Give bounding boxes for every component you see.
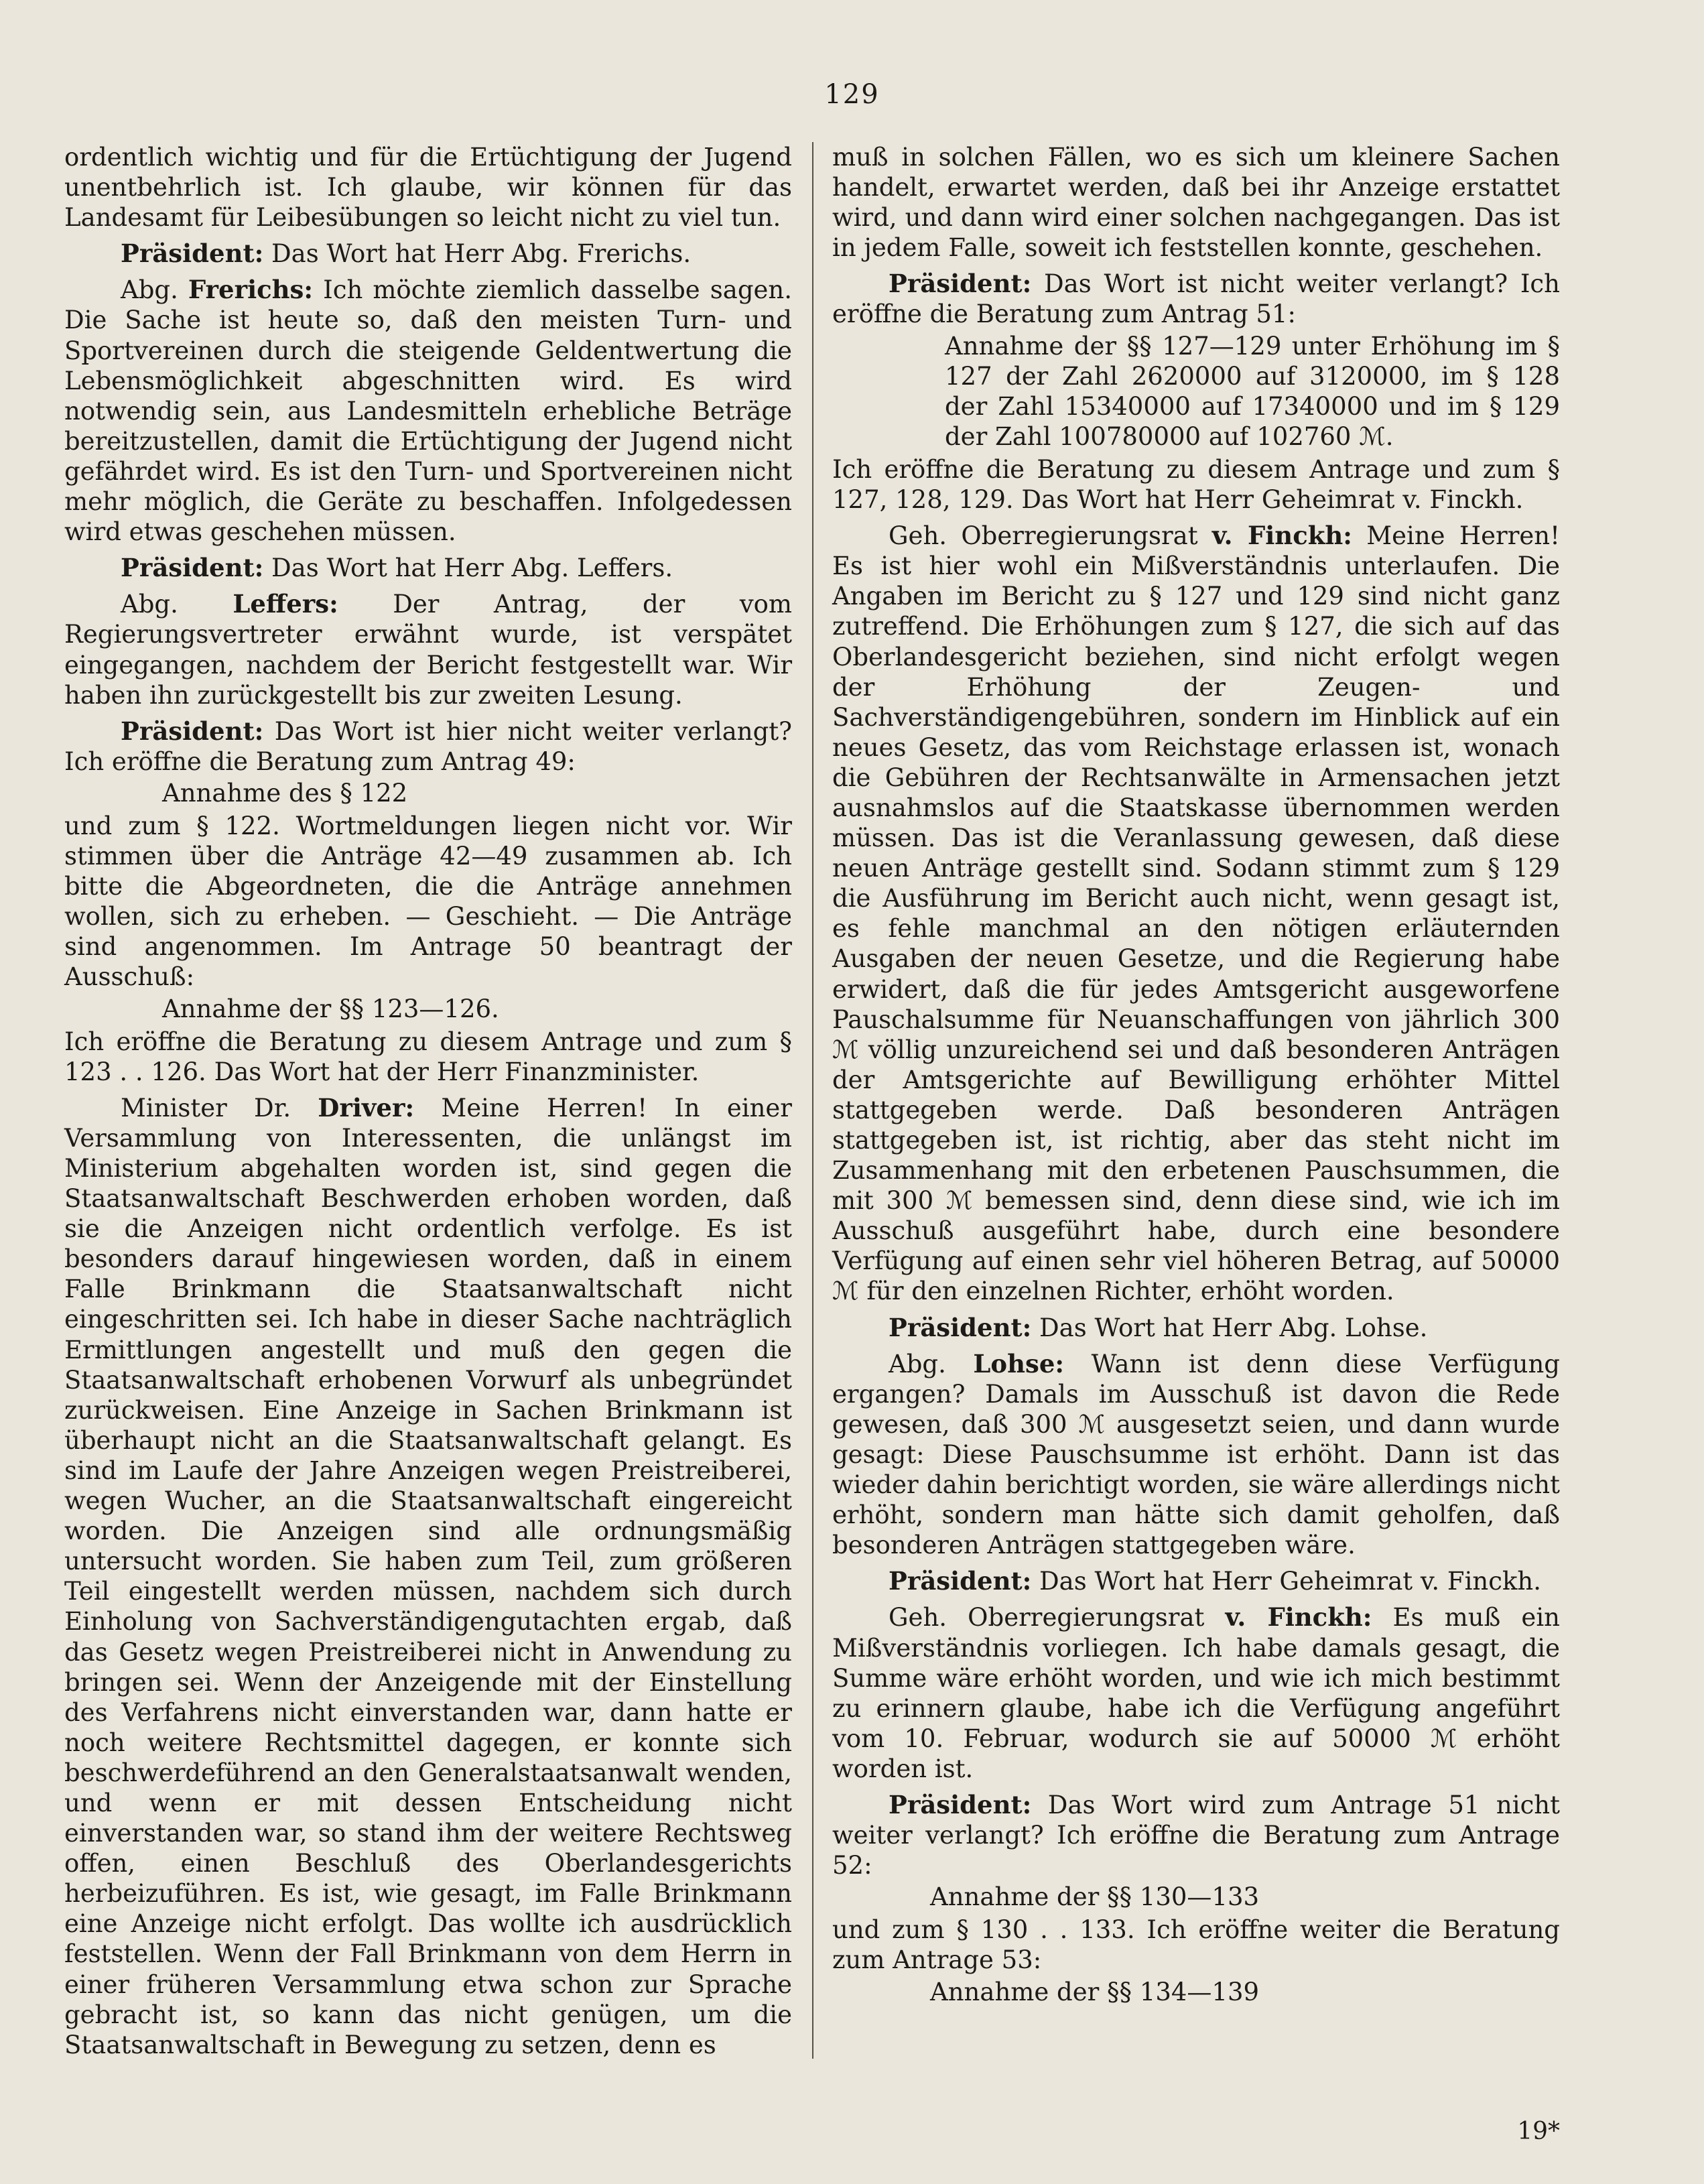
speech-text: Das Wort hat Herr Abg. Lohse. bbox=[1031, 1313, 1428, 1342]
speaker-name: Präsident: bbox=[889, 1566, 1032, 1596]
speaker-paragraph bbox=[64, 553, 792, 583]
speaker-name: Präsident: bbox=[121, 239, 264, 269]
motion-text: Annahme der §§ 127—129 unter Erhöhung im § 127 der Zahl 2620000 auf 3120000, im § 128 der Zahl 15340000 auf 17340000 und im § 129 der Zahl 100780000 auf 102760 ℳ. bbox=[945, 331, 1560, 451]
speaker-paragraph bbox=[64, 239, 792, 269]
speaker-name: Leffers: bbox=[233, 589, 338, 619]
speaker-title: Minister Dr. bbox=[121, 1093, 318, 1122]
speech-text: Das Wort ist hier nicht weiter verlangt? Ich eröffne die Beratung zum Antrag 49: bbox=[64, 716, 792, 776]
paragraph: und zum § 130 . . 133. Ich eröffne weiter die Beratung zum Antrage 53: bbox=[832, 1915, 1560, 1975]
speech-text: Das Wort hat Herr Abg. Leffers. bbox=[263, 554, 673, 583]
speech-text: Ich möchte ziemlich dasselbe sagen. Die Sache ist heute so, daß den meisten Turn- und Sportvereinen durch die steigende Geldentwertung die Lebensmöglichkeit abgeschnitten wird. Es wird notwendig sein, aus Landesmitteln erhebliche Beträge bereitzustellen, damit die Ertüchtigung der Jugend nicht gefährdet wird. Es ist den Turn- und Sportvereinen nicht mehr möglich, die Geräte zu beschaffen. Infolgedessen wird etwas geschehen müssen. bbox=[64, 275, 792, 547]
speaker-name: Driver: bbox=[318, 1092, 415, 1122]
speech-text: Das Wort hat Herr Geheimrat v. Finckh. bbox=[1031, 1567, 1541, 1596]
speech-text: Meine Herren! Es ist hier wohl ein Mißverständnis unterlaufen. Die Angaben im Bericht zu § 127 und 129 sind nicht ganz zutreffend. Die Erhöhungen zum § 127, die sich auf das Oberlandesgericht beziehen, sind nicht erfolgt wegen der Erhöhung der Zeugen- und Sachverständigengebühren, sondern im Hinblick auf ein neues Gesetz, das vom Reichstage erlassen ist, wonach die Gebühren der Rechtsanwälte in Armensachen jetzt ausnahmslos auf die Staatskasse übernommen werden müssen. Das ist die Veranlassung gewesen, daß diese neuen Anträge gestellt sind. Sodann stimmt zum § 129 die Ausführung im Bericht auch nicht, wenn gesagt ist, es fehle manchmal an den nötigen erläuternden Ausgaben der neuen Gesetze, und die Regierung habe erwidert, daß die für jedes Amtsgericht ausgeworfene Pauschalsumme für Neuanschaffungen von jährlich 300 ℳ völlig unzureichend sei und daß besonderen Anträgen der Amtsgerichte auf Bewilligung erhöhter Mittel stattgegeben werde. Daß besonderen Anträgen stattgegeben ist, ist richtig, aber das steht nicht im Zusammenhang mit den erbetenen Pauschsummen, die mit 300 ℳ bemessen sind, denn diese sind, wie ich im Ausschuß ausgeführt habe, durch eine besondere Verfügung auf einen sehr viel höheren Betrag, auf 50000 ℳ für den einzelnen Richter, erhöht worden. bbox=[832, 521, 1560, 1306]
speaker-title: Geh. Oberregierungsrat bbox=[889, 521, 1212, 551]
right-column bbox=[832, 142, 1560, 2010]
speech-text: Wann ist denn diese Verfügung ergangen? Damals im Ausschuß ist davon die Rede gewesen, daß 300 ℳ ausgesetzt seien, und dann wurde gesagt: Diese Pauschsumme ist erhöht. Dann ist das wieder dahin berichtigt worden, sie wäre allerdings nicht erhöht, sondern man hätte sich damit geholfen, daß besonderen Anträgen stattgegeben wäre. bbox=[832, 1349, 1560, 1560]
speaker-paragraph bbox=[832, 1602, 1560, 1784]
speaker-title: Geh. Oberregierungsrat bbox=[889, 1603, 1226, 1632]
left-column bbox=[64, 142, 792, 2066]
speaker-name: Präsident: bbox=[121, 553, 264, 583]
speech-text: Der Antrag, der vom Regierungsvertreter erwähnt wurde, ist verspätet eingegangen, nachdem der Bericht festgestellt war. Wir haben ihn zurückgestellt bis zur zweiten Lesung. bbox=[64, 590, 792, 710]
speech-text: Es muß ein Mißverständnis vorliegen. Ich habe damals gesagt, die Summe wäre erhöht worden, und wie ich mich bestimmt zu erinnern glaube, habe ich die Verfügung angeführt vom 10. Februar, wodurch sie auf 50000 ℳ erhöht worden ist. bbox=[832, 1603, 1560, 1783]
speaker-name: Frerichs: bbox=[188, 275, 314, 305]
speaker-paragraph bbox=[832, 521, 1560, 1306]
signature-mark: 19* bbox=[1517, 2118, 1560, 2145]
speaker-name: Präsident: bbox=[121, 716, 264, 746]
speaker-paragraph bbox=[832, 1313, 1560, 1343]
paragraph: und zum § 122. Wortmeldungen liegen nicht vor. Wir stimmen über die Anträge 42—49 zusammen ab. Ich bitte die Abgeordneten, die die Anträge annehmen wollen, sich zu erheben. — Geschieht. — Die Anträge sind angenommen. Im Antrage 50 beantragt der Ausschuß: bbox=[64, 811, 792, 992]
page-number: 129 bbox=[824, 79, 880, 110]
speaker-paragraph bbox=[832, 269, 1560, 329]
speaker-title: Abg. bbox=[121, 590, 233, 619]
paragraph: Ich eröffne die Beratung zu diesem Antrage und zum § 123 . . 126. Das Wort hat der Herr Finanzminister. bbox=[64, 1027, 792, 1086]
speaker-paragraph bbox=[832, 1790, 1560, 1880]
speaker-name: v. Finckh: bbox=[1211, 521, 1352, 551]
motion-text: Annahme der §§ 123—126. bbox=[162, 994, 499, 1023]
speaker-title: Abg. bbox=[889, 1349, 974, 1378]
paragraph: muß in solchen Fällen, wo es sich um kleinere Sachen handelt, erwartet werden, daß bei ihr Anzeige erstattet wird, und dann wird einer solchen nachgegangen. Das ist in jedem Falle, soweit ich feststellen konnte, geschehen. bbox=[832, 143, 1560, 263]
speaker-title: Abg. bbox=[121, 275, 188, 305]
speaker-name: Präsident: bbox=[889, 1789, 1032, 1819]
speaker-name: Präsident: bbox=[889, 269, 1032, 299]
motion-text: Annahme der §§ 130—133 bbox=[930, 1882, 1260, 1912]
column-divider bbox=[812, 142, 813, 2059]
speech-text: Das Wort hat Herr Abg. Frerichs. bbox=[263, 239, 692, 269]
speech-text: Das Wort ist nicht weiter verlangt? Ich eröffne die Beratung zum Antrag 51: bbox=[832, 269, 1560, 329]
paragraph: ordentlich wichtig und für die Ertüchtigung der Jugend unentbehrlich ist. Ich glaube, wir können für das Landesamt für Leibesübungen so leicht nicht zu viel tun. bbox=[64, 143, 792, 233]
speech-text: Meine Herren! In einer Versammlung von Interessenten, die unlängst im Ministerium abgehalten worden ist, sind gegen die Staatsanwaltschaft Beschwerden erhoben worden, daß sie die Anzeigen nicht ordentlich verfolge. Es ist besonders darauf hingewiesen worden, daß in einem Falle Brinkmann die Staatsanwaltschaft nicht eingeschritten sei. Ich habe in dieser Sache nachträglich Ermittlungen angestellt und muß den gegen die Staatsanwaltschaft erhobenen Vorwurf als unbegründet zurückweisen. Eine Anzeige in Sachen Brinkmann ist überhaupt nicht an die Staatsanwaltschaft gelangt. Es sind im Laufe der Jahre Anzeigen wegen Preistreiberei, wegen Wucher, an die Staatsanwaltschaft eingereicht worden. Die Anzeigen sind alle ordnungsmäßig untersucht worden. Sie haben zum Teil, zum größeren Teil eingestellt werden müssen, nachdem sich durch Einholung von Sachverständigengutachten ergab, daß das Gesetz wegen Preistreiberei nicht in Anwendung zu bringen sei. Wenn der Anzeigende mit der Einstellung des Verfahrens nicht einverstanden war, dann hatte er noch weitere Rechtsmittel dagegen, er konnte sich beschwerdeführend an den Generalstaatsanwalt wenden, und wenn er mit dessen Entscheidung nicht einverstanden war, so stand ihm der weitere Rechtsweg offen, einen Beschluß des Oberlandesgerichts herbeizuführen. Es ist, wie gesagt, im Falle Brinkmann eine Anzeige nicht erfolgt. Das wollte ich ausdrücklich feststellen. Wenn der Fall Brinkmann von dem Herrn in einer früheren Versammlung etwa schon zur Sprache gebracht ist, so kann das nicht genügen, um die Staatsanwaltschaft in Bewegung zu setzen, denn es bbox=[64, 1093, 792, 2059]
motion-text: Annahme des § 122 bbox=[162, 778, 408, 808]
paragraph: Ich eröffne die Beratung zu diesem Antrage und zum § 127, 128, 129. Das Wort hat Herr Geheimrat v. Finckh. bbox=[832, 454, 1560, 515]
speaker-paragraph bbox=[64, 1093, 792, 2060]
speaker-paragraph bbox=[832, 1566, 1560, 1596]
speaker-paragraph bbox=[64, 716, 792, 777]
speaker-paragraph bbox=[832, 1349, 1560, 1561]
speaker-paragraph bbox=[64, 275, 792, 547]
speaker-name: Lohse: bbox=[973, 1348, 1065, 1378]
speaker-name: v. Finckh: bbox=[1225, 1602, 1372, 1632]
motion-text: Annahme der §§ 134—139 bbox=[930, 1977, 1260, 2006]
speaker-name: Präsident: bbox=[889, 1312, 1032, 1342]
speech-text: Das Wort wird zum Antrage 51 nicht weiter verlangt? Ich eröffne die Beratung zum Antrage 52: bbox=[832, 1790, 1560, 1880]
speaker-paragraph bbox=[64, 589, 792, 710]
